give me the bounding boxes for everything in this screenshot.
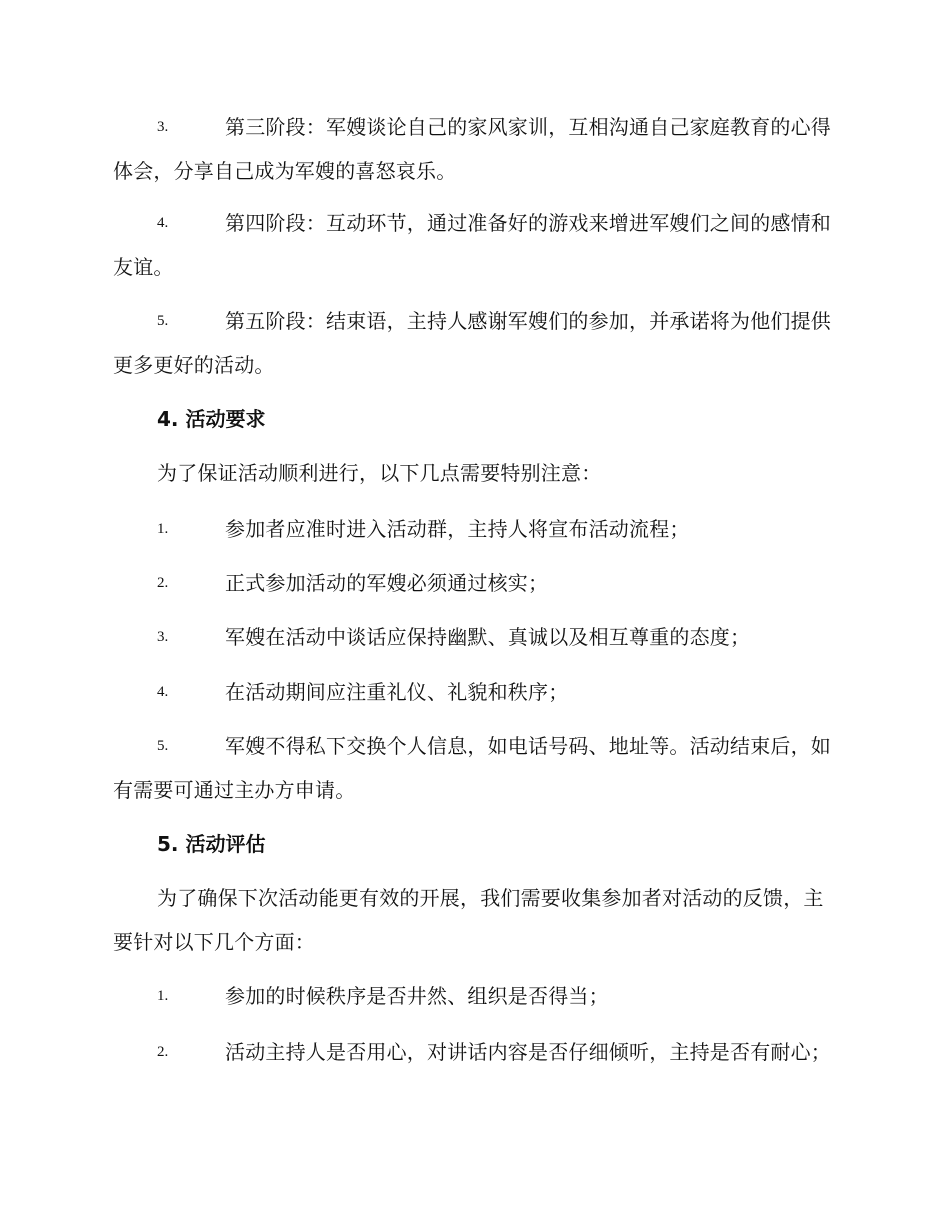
list-item: [113, 299, 835, 387]
list-item: [113, 615, 835, 659]
list-text: 活动主持人是否用心，对讲话内容是否仔细倾听，主持是否有耐心；: [225, 1040, 831, 1064]
list-item: [113, 670, 835, 714]
section-heading: 5. 活动评估: [157, 832, 266, 856]
list-item: [113, 507, 835, 551]
paragraph: [113, 451, 835, 495]
list-number: 3.: [157, 119, 169, 135]
list-text: 正式参加活动的军嫂必须通过核实；: [225, 571, 549, 595]
list-number: 2.: [157, 575, 169, 591]
list-number: 1.: [157, 988, 169, 1004]
list-item: [113, 1030, 835, 1074]
list-number: 1.: [157, 521, 169, 537]
paragraph-text: 为了保证活动顺利进行，以下几点需要特别注意：: [157, 461, 602, 485]
list-number: 3.: [157, 629, 169, 645]
section-heading: 4. 活动要求: [157, 407, 266, 431]
list-text: 军嫂在活动中谈话应保持幽默、真诚以及相互尊重的态度；: [225, 625, 751, 649]
list-text: 军嫂不得私下交换个人信息，如电话号码、地址等。活动结束后，如有需要可通过主办方申请。: [113, 734, 831, 802]
list-item: [113, 561, 835, 605]
paragraph-text: 为了确保下次活动能更有效的开展，我们需要收集参加者对活动的反馈，主要针对以下几个方面：: [113, 886, 824, 954]
list-number: 4.: [157, 215, 169, 231]
paragraph: [113, 876, 835, 964]
list-number: 4.: [157, 684, 169, 700]
list-number: 2.: [157, 1044, 169, 1060]
list-item: [113, 724, 835, 812]
list-text: 在活动期间应注重礼仪、礼貌和秩序；: [225, 680, 569, 704]
list-number: 5.: [157, 738, 169, 754]
list-item: [113, 105, 835, 193]
list-text: 第三阶段：军嫂谈论自己的家风家训，互相沟通自己家庭教育的心得体会，分享自己成为军嫂的喜怒哀乐。: [113, 115, 831, 183]
list-text: 参加的时候秩序是否井然、组织是否得当；: [225, 984, 609, 1008]
list-item: [113, 201, 835, 289]
list-text: 第五阶段：结束语，主持人感谢军嫂们的参加，并承诺将为他们提供更多更好的活动。: [113, 309, 831, 377]
list-item: [113, 974, 835, 1018]
list-text: 第四阶段：互动环节，通过准备好的游戏来增进军嫂们之间的感情和友谊。: [113, 211, 831, 279]
list-text: 参加者应准时进入活动群，主持人将宣布活动流程；: [225, 517, 690, 541]
list-number: 5.: [157, 313, 169, 329]
